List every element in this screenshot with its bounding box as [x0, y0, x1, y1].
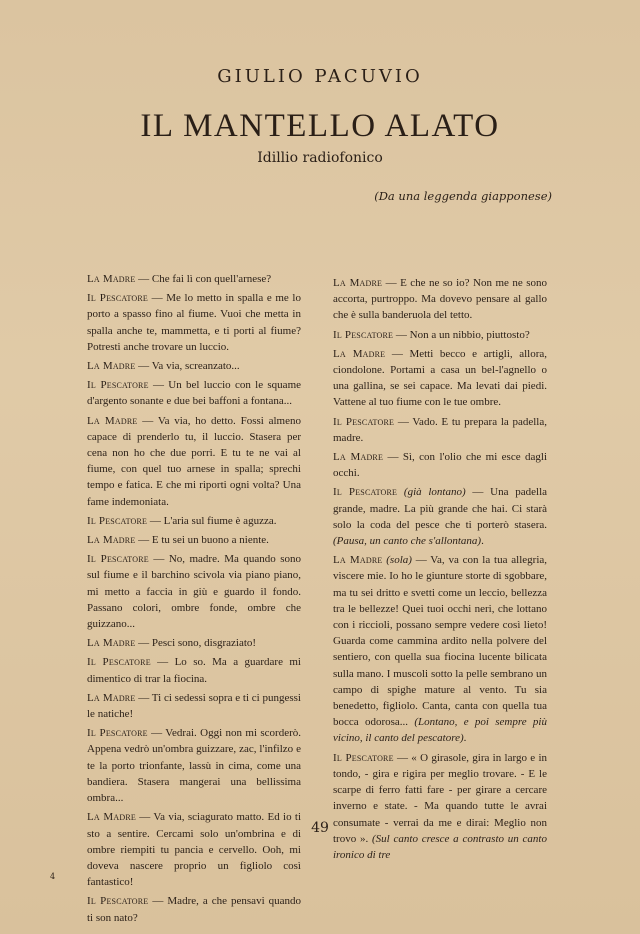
- page-number: 49: [311, 820, 329, 836]
- speaker-name: Il Pescatore: [333, 415, 395, 428]
- dialogue-text: — L'aria sul fiume è aguzza.: [147, 514, 277, 527]
- speaker-name: Il Pescatore: [333, 328, 394, 341]
- stage-note: (sola): [386, 554, 412, 567]
- speaker-name: La Madre: [87, 273, 136, 285]
- dialogue-line: [333, 275, 547, 324]
- dialogue-line: [87, 690, 301, 722]
- dialogue-line: [87, 358, 301, 374]
- author-name: GIULIO PACUVIO: [217, 66, 423, 87]
- dialogue-text: — Va, va con la tua allegria, viscere mie. Io ho le giunture storte di sgobbare, ma tu sei dritto e svetti come un leccio, bellezza tra le bellezze! Quei tuoi occhi neri, che lottano con i riccioli, possano sempre vedere così lieto! Guarda come cammina ardito nella polvere del sentiero, con quella sua fiocina lucente bilicata sulla mano. I muscoli sotto la pelle sembrano un campo di spighe mature al vento. Tu sia benedetto, figliolo. Canta, canta con quella tua bocca odorosa...: [333, 554, 548, 729]
- stage-direction: (Sul canto cresce a contrasto un canto ironico di tre: [333, 832, 547, 861]
- dialogue-line: [87, 635, 301, 651]
- speaker-name: Il Pescatore: [333, 486, 398, 499]
- dialogue-text: — Va via, screanzato...: [135, 360, 240, 373]
- speaker-name: La Madre: [333, 554, 383, 567]
- dialogue-line: [333, 327, 547, 343]
- dialogue-line: [87, 413, 301, 510]
- dialogue-text: — Non a un nibbio, piuttosto?: [393, 328, 530, 341]
- dialogue-text: — Va via, ho detto. Fossi almeno capace di prenderlo tu, il luccio. Stasera per cena non ho che due porri. E tu te ne vai al fiume, con quel tuo arnese in spalla; sprechi tempo e fatica. E che mi riporti ogni volta? Una fame indemoniata.: [87, 414, 301, 508]
- dialogue-text: — Madre, a che pensavi quando ti son nato?: [87, 895, 302, 924]
- stage-direction: (Pausa, un canto che s'allontana): [333, 535, 482, 548]
- dialogue-text: — Metti becco e artigli, allora, ciondolone. Portami a casa un bel-l'agnello o una gallina, se sei capace. Ma levati dai piedi. Vattene al tuo fiume con le tue ombre.: [333, 347, 548, 409]
- speaker-name: Il Pescatore: [87, 727, 148, 740]
- dialogue-line: [333, 552, 547, 746]
- dialogue-text: — Un bel luccio con le squame d'argento sonante e due bei baffoni a fontana...: [87, 379, 302, 408]
- dialogue-tail: .: [463, 732, 467, 745]
- dialogue-line: [333, 750, 547, 863]
- dialogue-line: [87, 532, 301, 548]
- right-text-column: [333, 275, 547, 866]
- play-subtitle: Idillio radiofonico: [257, 150, 383, 166]
- dialogue-text: — Vado. E tu prepara la padella, madre.: [333, 415, 547, 444]
- dialogue-line: [87, 377, 301, 409]
- dialogue-text: — No, madre. Ma quando sono sul fiume e il barchino scivola via piano piano, mi metto a faccia in giù e guardo il fondo. Passano colori, ombre fonde, ombre che guizzano...: [87, 553, 301, 631]
- dialogue-line: [87, 893, 301, 925]
- margin-mark: 4: [50, 872, 56, 881]
- speaker-name: Il Pescatore: [87, 895, 149, 908]
- dialogue-line: [333, 414, 547, 446]
- dialogue-line: [87, 725, 301, 806]
- dialogue-text: — Che fai lì con quell'arnese?: [135, 273, 272, 285]
- dialogue-line: [87, 513, 301, 529]
- dialogue-text: — Me lo metto in spalla e me lo porto a spasso fino al fiume. Vuoi che metta in spalla anche te, mammetta, e ti porti al fiume? Potresti anche trovare un luccio.: [87, 292, 301, 353]
- speaker-name: La Madre: [87, 360, 136, 373]
- dialogue-text: — Pesci sono, disgraziato!: [135, 637, 257, 650]
- dialogue-text: — Ti ci sedessi sopra e ti ci pungessi le natiche!: [87, 691, 301, 721]
- dialogue-text: — E che ne so io? Non me ne sono accorta, purtroppo. Ma dovevo pensare al gallo che è sulla banderuola del tetto.: [333, 277, 548, 322]
- dialogue-text: — « O girasole, gira in largo e in tondo, - gira e rigira per meglio trovare. - E le scarpe di ferro fatti fare - per girare a cercare inverno e state. - Ma quando tutte le avrai consumate - verrai da me e dirai: Meglio non trovo ».: [333, 751, 547, 845]
- speaker-name: La Madre: [333, 347, 386, 360]
- stage-note: (già lontano): [403, 486, 466, 499]
- dialogue-line: [333, 484, 547, 549]
- speaker-name: La Madre: [87, 691, 136, 704]
- dialogue-text: — Una padella grande, madre. La più grande che hai. Ci starà solo la coda del pesce che ti porterò stasera.: [333, 486, 548, 531]
- dialogue-line: [87, 551, 301, 632]
- dialogue-line: [333, 449, 547, 481]
- dialogue-line: [333, 346, 547, 411]
- dialogue-line: [87, 290, 301, 355]
- dialogue-tail: .: [481, 535, 484, 548]
- speaker-name: Il Pescatore: [87, 379, 149, 392]
- speaker-name: Il Pescatore: [87, 514, 148, 527]
- dialogue-text: — Sì, con l'olio che mi esce dagli occhi.: [333, 451, 547, 480]
- speaker-name: La Madre: [87, 811, 136, 824]
- speaker-name: Il Pescatore: [87, 656, 151, 669]
- speaker-name: Il Pescatore: [333, 751, 394, 764]
- speaker-name: Il Pescatore: [87, 292, 148, 305]
- speaker-name: La Madre: [333, 451, 384, 464]
- speaker-name: La Madre: [87, 534, 136, 547]
- speaker-name: La Madre: [87, 637, 136, 650]
- dialogue-text: — Lo so. Ma a guardare mi dimentico di trar la fiocina.: [87, 656, 301, 685]
- dialogue-text: — Vedrai. Oggi non mi scorderò. Appena vedrò un'ombra guizzare, zac, l'infilzo e te la porto trionfante, lassù in cima, come una bandiera. Stasera mangerai una bellissima ombra...: [87, 727, 301, 805]
- play-title: IL MANTELLO ALATO: [140, 108, 500, 144]
- stage-direction: (Lontano, e poi sempre più vicino, il canto del pescatore): [333, 716, 547, 745]
- speaker-name: La Madre: [333, 277, 383, 289]
- dialogue-text: — Va via, sciagurato matto. Ed io ti sto a sentire. Cercami solo un'ombrina e di ombre riempiti tu pancia e cervello. Ooh, mi doveva nascere proprio un figliolo così fantastico!: [87, 811, 302, 889]
- dialogue-text: — E tu sei un buono a niente.: [135, 534, 269, 547]
- dialogue-line: [87, 271, 301, 287]
- source-note: (Da una leggenda giapponese): [374, 189, 552, 203]
- dialogue-line: [87, 654, 301, 686]
- speaker-name: La Madre: [87, 414, 138, 427]
- speaker-name: Il Pescatore: [87, 553, 149, 566]
